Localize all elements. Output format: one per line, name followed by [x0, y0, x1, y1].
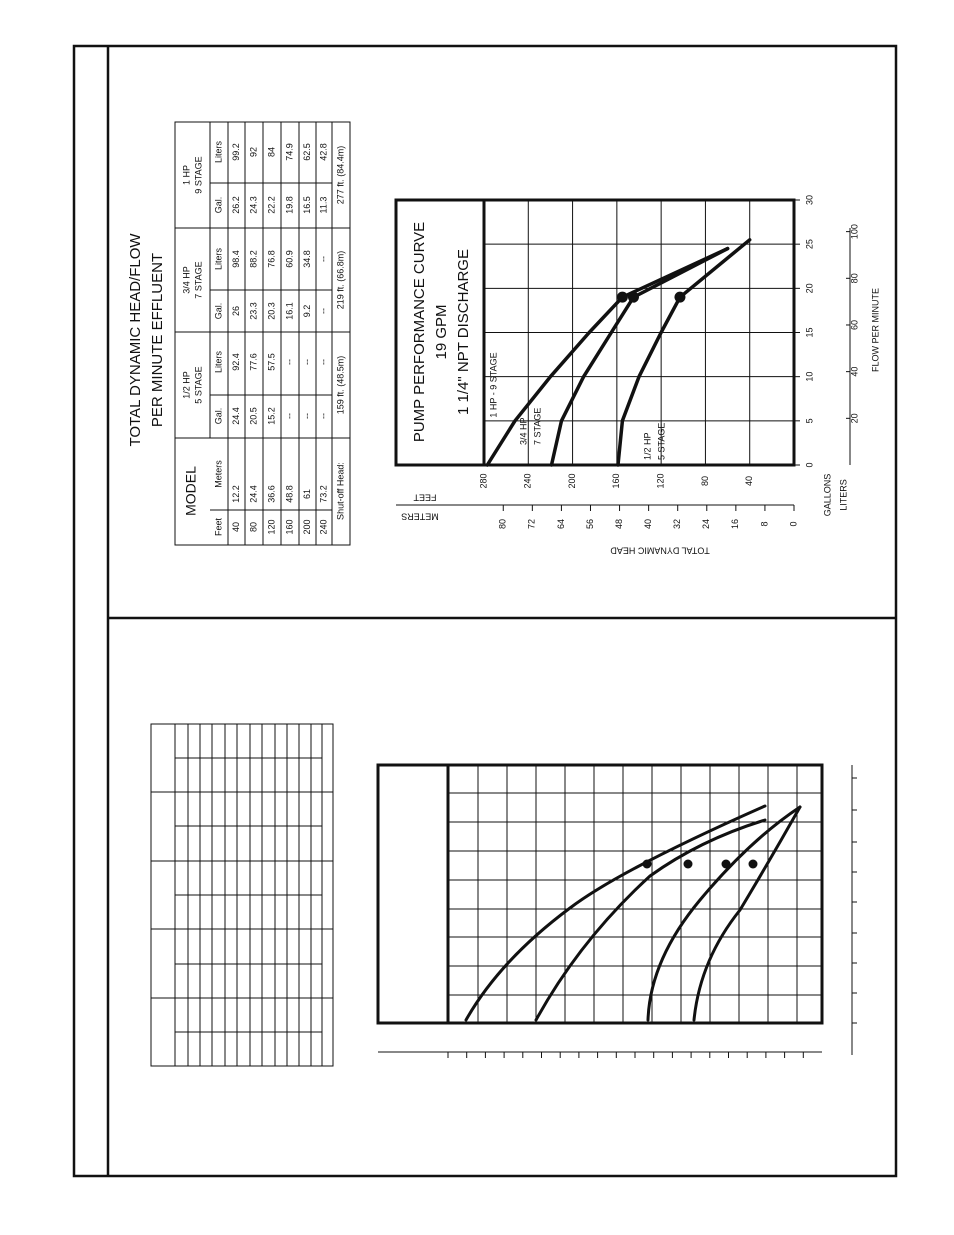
table-cell: 160 — [284, 519, 295, 535]
chart-tick-label-gal: 30 — [804, 194, 815, 206]
blank-performance-chart — [378, 765, 857, 1058]
table-cell: 20.3 — [266, 302, 277, 320]
table-cell: 36.6 — [266, 485, 277, 503]
chart-xlabel: FLOW PER MINUTE — [870, 287, 881, 373]
table-cell: 9.2 — [301, 304, 312, 318]
chart-tick-label-m: 24 — [701, 518, 712, 530]
chart-tick-label-gal: 20 — [804, 283, 815, 294]
table-cell: -- — [284, 359, 295, 365]
chart-tick-label-ft: 160 — [611, 473, 622, 489]
table-cell: -- — [284, 413, 295, 419]
chart-series-label: 1/2 HP — [642, 432, 653, 460]
chart-yunit-feet: FEET — [413, 492, 437, 503]
chart-series-label: 5 STAGE — [656, 422, 667, 460]
table-cell: 80 — [248, 521, 259, 533]
table-cell: -- — [318, 256, 329, 262]
table-cell: 77.6 — [248, 353, 259, 371]
table-cell: 24.4 — [230, 407, 241, 425]
chart-title-line2: 19 GPM — [432, 304, 450, 360]
chart-tick-label-m: 56 — [584, 518, 595, 530]
table-cell: 19.8 — [284, 196, 295, 214]
table-shutoff-value: 277 ft. (84.4m) — [335, 145, 346, 205]
chart-tick-label-lit: 100 — [849, 224, 860, 240]
blank-chart-marker — [684, 860, 693, 869]
chart-title-line1: PUMP PERFORMANCE CURVE — [410, 221, 428, 443]
chart-tick-label-lit: 60 — [849, 319, 860, 330]
table-cell: -- — [318, 413, 329, 419]
chart-tick-label-lit: 80 — [849, 273, 860, 284]
chart-tick-label-gal: 5 — [804, 418, 815, 424]
table-cell: 73.2 — [318, 485, 329, 503]
pump-performance-chart — [396, 195, 880, 556]
table-cell: 48.8 — [284, 485, 295, 503]
table-cell: 62.5 — [301, 143, 312, 161]
table-cell: 74.9 — [284, 143, 295, 161]
table-cell: 22.2 — [266, 196, 277, 214]
table-cell: 12.2 — [230, 485, 241, 503]
table-model-hp: 1/2 HP — [181, 371, 192, 399]
table-title-line2: PER MINUTE EFFLUENT — [148, 252, 166, 428]
table-cell: 15.2 — [266, 407, 277, 425]
chart-series-label: 3/4 HP — [518, 417, 529, 445]
table-cell: 20.5 — [248, 407, 259, 425]
table-model-hp: 3/4 HP — [181, 266, 192, 294]
chart-tick-label-m: 0 — [788, 521, 799, 527]
table-cell: 40 — [230, 521, 241, 533]
table-column-header: Liters — [213, 140, 224, 164]
chart-tick-label-m: 64 — [555, 518, 566, 530]
table-cell: 57.5 — [266, 353, 277, 371]
table-cell: 76.8 — [266, 250, 277, 268]
chart-tick-label-m: 16 — [730, 518, 741, 530]
chart-tick-label-m: 8 — [759, 521, 770, 527]
chart-title-line3: 1 1/4" NPT DISCHARGE — [454, 249, 472, 415]
table-model-stage: 9 STAGE — [193, 156, 204, 194]
table-column-header: Liters — [213, 247, 224, 271]
table-cell: 240 — [318, 519, 329, 535]
blank-chart-marker — [749, 860, 758, 869]
chart-tick-label-m: 32 — [672, 518, 683, 530]
table-cell: 84 — [266, 146, 277, 158]
table-model-stage: 7 STAGE — [193, 261, 204, 299]
table-cell: 24.4 — [248, 485, 259, 503]
table-cell: 23.3 — [248, 302, 259, 320]
table-column-header: Gal. — [213, 196, 224, 214]
chart-series-label: 1 HP - 9 STAGE — [488, 352, 499, 418]
chart-tick-label-m: 72 — [526, 518, 537, 530]
table-title-line1: TOTAL DYNAMIC HEAD/FLOW — [126, 233, 144, 447]
chart-series-label: 7 STAGE — [532, 407, 543, 445]
table-cell: 42.8 — [318, 143, 329, 161]
table-column-header: Liters — [213, 350, 224, 374]
table-cell: 11.3 — [318, 196, 329, 214]
table-cell: 61 — [301, 488, 312, 500]
chart-ylabel: TOTAL DYNAMIC HEAD — [610, 545, 710, 556]
chart-tick-label-lit: 40 — [849, 366, 860, 377]
chart-yunit-meters: METERS — [401, 511, 439, 522]
table-cell: 120 — [266, 519, 277, 535]
chart-series-marker — [617, 292, 628, 303]
blank-chart-marker — [643, 860, 652, 869]
chart-tick-label-m: 40 — [643, 518, 654, 530]
chart-tick-label-lit: 20 — [849, 413, 860, 424]
table-cell: 16.1 — [284, 302, 295, 320]
table-cell: 26 — [230, 305, 241, 317]
chart-series-marker — [674, 292, 685, 303]
chart-tick-label-ft: 80 — [699, 475, 710, 487]
head-flow-table — [127, 122, 350, 545]
chart-xunit-gallons: GALLONS — [822, 473, 833, 517]
chart-xunit-liters: LITERS — [838, 479, 849, 511]
table-cell: -- — [301, 413, 312, 419]
table-cell: 34.8 — [301, 250, 312, 268]
table-cell: 92.4 — [230, 353, 241, 371]
table-cell: 16.5 — [301, 196, 312, 214]
chart-tick-label-gal: 10 — [804, 371, 815, 382]
chart-tick-label-ft: 40 — [744, 475, 755, 487]
chart-tick-label-ft: 240 — [522, 473, 533, 489]
blank-chart-curve — [648, 807, 800, 1020]
blank-table-grid — [151, 724, 333, 1066]
table-cell: 60.9 — [284, 250, 295, 268]
chart-tick-label-gal: 0 — [804, 462, 815, 468]
table-model-hp: 1 HP — [181, 164, 192, 186]
table-shutoff-value: 219 ft. (66.8m) — [335, 250, 346, 310]
table-column-header: Gal. — [213, 302, 224, 320]
table-column-header: Meters — [213, 460, 224, 488]
table-cell: 92 — [248, 146, 259, 158]
table-shutoff-label: Shut-off Head: — [335, 462, 346, 520]
table-cell: 24.3 — [248, 196, 259, 214]
table-cell: 200 — [301, 519, 312, 535]
table-cell: -- — [301, 359, 312, 365]
chart-tick-label-ft: 200 — [566, 473, 577, 489]
chart-series-curve — [618, 240, 750, 465]
chart-series-marker — [628, 292, 639, 303]
chart-tick-label-m: 48 — [613, 518, 624, 530]
table-column-header: Feet — [213, 517, 224, 537]
table-cell: 88.2 — [248, 250, 259, 268]
table-cell: -- — [318, 308, 329, 314]
table-cell: 99.2 — [230, 143, 241, 161]
table-shutoff-value: 159 ft. (48.5m) — [335, 355, 346, 415]
table-model-label: MODEL — [182, 466, 199, 516]
blank-chart-frame — [378, 765, 822, 1023]
chart-tick-label-gal: 25 — [804, 239, 815, 250]
table-cell: 26.2 — [230, 196, 241, 214]
table-cell: 98.4 — [230, 250, 241, 268]
table-column-header: Gal. — [213, 407, 224, 425]
chart-tick-label-ft: 120 — [655, 473, 666, 489]
blank-chart-marker — [722, 860, 731, 869]
table-model-stage: 5 STAGE — [193, 366, 204, 404]
table-cell: -- — [318, 359, 329, 365]
chart-tick-label-m: 80 — [497, 518, 508, 530]
chart-tick-label-gal: 15 — [804, 327, 815, 338]
chart-tick-label-ft: 280 — [478, 473, 489, 489]
